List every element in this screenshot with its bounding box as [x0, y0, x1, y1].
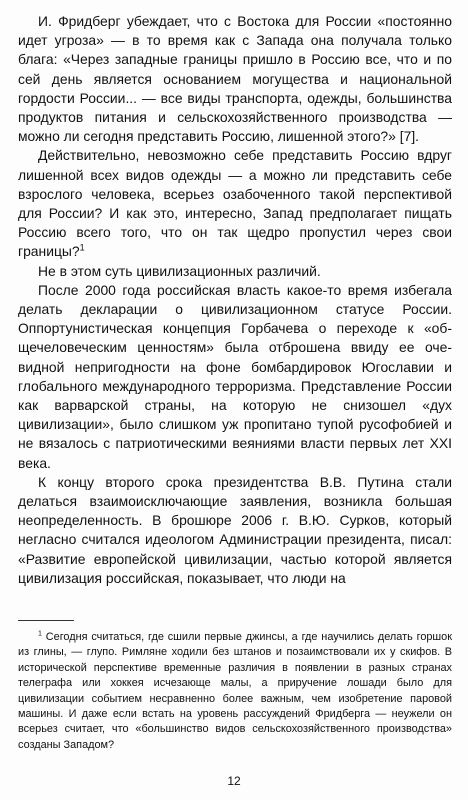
footnote-text: Сегодня считаться, где сшили первые джинсы, а где научились делать горшок из глины, — глупо. Римляне ходили без штанов и позаимствовали их у скифов. В исторической перспективе временные различия в появлении в разных странах телеграфа или хоккея исчезающе малы, а приручение лошади было для цивилизации событием несравненно более важным, чем изобретение паровой машины. И даже если встать на уровень рассуждений Фридберга — неужели он всерьез считает, что «большинство видов сельскохозяйственного производства» созданы Западом?	[18, 631, 452, 751]
main-text	[18, 12, 452, 588]
footnote-divider	[18, 620, 74, 621]
footnote-reference: 1	[79, 242, 85, 253]
paragraph-5: К концу второго срока президентства В.В. Путина стали делаться взаимоисключающие заявления, возникла большая неопределенность. В брошюре 2006 г. В.Ю. Сурков, который негласно считался идеологом Администрации президента, писал: «Развитие европейской цивилизации, частью которой является цивилизация российская, показывает, что люди на	[18, 473, 452, 586]
footnote	[18, 630, 452, 753]
paragraph-2-text: Действительно, невозможно себе представить Россию вдруг лишенной всех видов одежды — а можно ли представить себе взрослого человека, всерьез озабоченного такой перспективой для России? И как это, интересно, Запад предполагает пищать Россию всего того, что он так щедро пропустил через свои границы?	[18, 147, 452, 260]
paragraph-2	[18, 146, 452, 261]
paragraph-4: После 2000 года российская власть какое-то время избегала делать декларации о цивилизационном статусе России. Оппортунистическая концепция Горбачева о переходе к «общечеловеческим ценностям» была отброшена ввиду ее очевидной непригодности на фоне бомбардировок Югославии и глобального международного терроризма. Представление России как варварской страны, на которую не снизошел «дух цивилизации», было слишком уж пропитано тупой русофобией и не вязалось с патриотическими веяниями власти первых лет XXI века.	[18, 281, 452, 471]
paragraph-3: Не в этом суть цивилизационных различий.	[38, 262, 321, 279]
paragraph-1: И. Фридберг убеждает, что с Востока для России «постоянно идет угроза» — в то время как с Запада она получала только блага: «Через западные границы пришло в Россию все, что и по сей день является основанием могущества и национальной гордости России... — все виды транспорта, одежды, большинства продуктов питания и сельскохозяйственного производства — можно ли сегодня представить Россию, лишенной этого?» [7].	[18, 13, 452, 145]
page-number: 12	[227, 774, 241, 788]
footnote-marker: 1	[38, 629, 42, 638]
